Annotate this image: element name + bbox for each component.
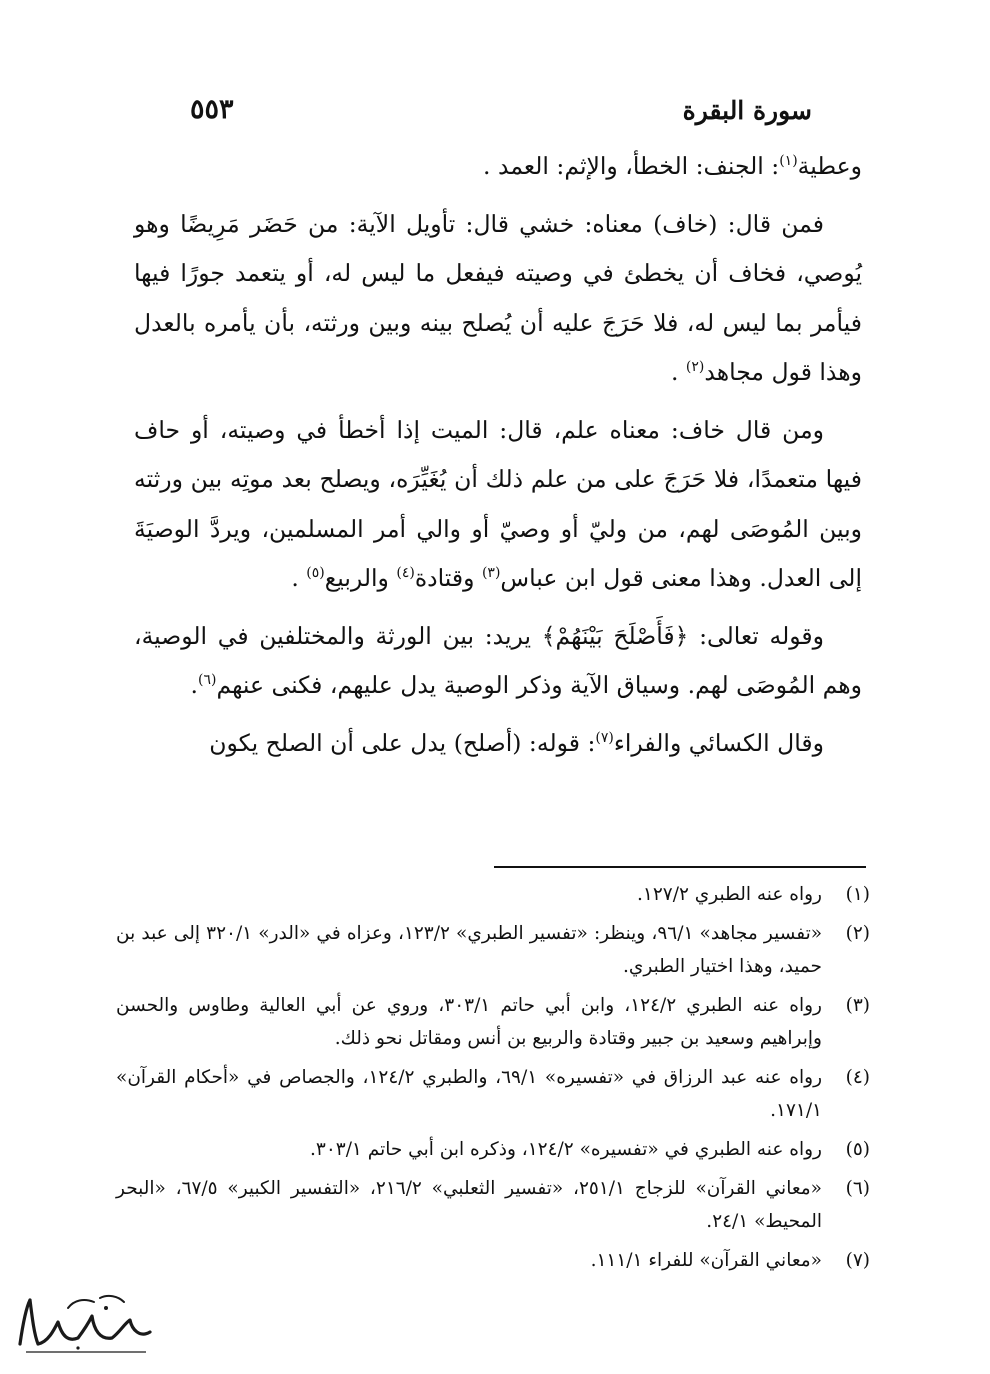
paragraph-3 [134,406,862,604]
text-run: فمن قال: (خاف) معناه: خشي قال: تأويل الآية: من حَضَر مَرِيضًا وهو يُوصي، فخاف أن يخطئ في وصيته فيفعل ما ليس له، أو يتعمد جورًا فيها فيأمر بما ليس له، فلا حَرَجَ عليه أن يُصلح بينه وبين ورثته، بأن يأمره بالعدل وهذا قول مجاهد [134,209,862,386]
footnote [116,1172,870,1238]
text-run: : قوله: (أصلح) يدل على أن الصلح يكون [209,728,596,757]
publisher-logo-icon [8,1286,158,1362]
page-header [190,96,812,136]
footnote-number: (٥) [845,1139,870,1160]
footnote-text: رواه عنه الطبري ١٢٤/٢، وابن أبي حاتم ٣٠٣/١، وروي عن أبي العالية وطاوس والحسن وإبراهيم وسعيد بن جبير وقتادة والربيع بن أنس ومقاتل نحو ذلك. [116,995,822,1049]
text-run: . [291,564,307,592]
footnote-ref-6: (٦) [197,672,217,688]
paragraph-1 [134,142,862,192]
text-run: وقوله تعالى: [688,621,825,650]
footnote-text: رواه عنه عبد الرزاق في «تفسيره» ٦٩/١، والطبري ١٢٤/٢، والجصاص في «أحكام القرآن» ١٧١/١. [116,1067,822,1121]
surah-title: سورة البقرة [682,96,812,125]
footnote-text: رواه عنه الطبري في «تفسيره» ١٢٤/٢، وذكره ابن أبي حاتم ٣٠٣/١. [310,1139,822,1160]
footnote [116,1133,870,1166]
footnote [116,917,870,983]
footnote [116,989,870,1055]
footnote-ref-4: (٤) [396,565,415,581]
footnote-ref-7: (٧) [595,729,614,746]
footnote [116,1061,870,1127]
text-run: وقتادة [414,564,482,592]
text-run: يريد: بين الورثة والمختلفين في الوصية، وهم المُوصَى لهم. وسياق الآية وذكر الوصية يدل عليهم، فكنى عنهم [134,621,862,699]
footnote [116,1244,870,1277]
quran-quote: ﴿فَأَصْلَحَ بَيْنَهُمْ﴾ [541,621,689,650]
footnote-ref-3: (٣) [481,565,501,581]
footnotes [116,878,870,1283]
text-run: والربيع [324,564,397,592]
page-number: ٥٥٣ [190,94,234,125]
footnote-text: «تفسير مجاهد» ٩٦/١، وينظر: «تفسير الطبري» ١٢٣/٢، وعزاه في «الدر» ٣٢٠/١ إلى عبد بن حميد، وهذا اختيار الطبري. [116,923,823,977]
text-run: وقال الكسائي والفراء [613,728,824,757]
footnote-text: «معاني القرآن» للفراء ١١١/١. [590,1250,822,1271]
text-run: . [190,671,198,699]
footnote-ref-5: (٥) [306,565,325,581]
text-run: ومن قال خاف: معناه علم، قال: الميت إذا أخطأ في وصيته، أو حاف فيها متعمدًا، فلا حَرَجَ على من علم ذلك أن يُغَيِّرَه، ويصلح بعد موتِه بين ورثته وبين المُوصَى لهم، من وليّ أو وصيّ أو والي أمر المسلمين، ويردَّ الوصيَةَ إلى العدل. وهذا معنى قول ابن عباس [134,415,862,592]
footnote-ref-2: (٢) [685,359,705,375]
paragraph-4 [134,612,862,711]
footnote-number: (٧) [845,1250,870,1271]
footnote-ref-1: (١) [779,153,798,169]
paragraph-2 [134,200,862,398]
footnote-number: (١) [845,884,870,905]
footnote-divider [494,866,866,868]
text-run: . [670,358,686,386]
footnote-text: رواه عنه الطبري ١٢٧/٢. [637,884,822,905]
footnote-number: (٣) [845,995,870,1016]
main-text [134,142,862,776]
footnote-number: (٤) [845,1067,870,1088]
footnote-number: (٢) [845,923,870,944]
footnote-text: «معاني القرآن» للزجاج ٢٥١/١، «تفسير الثعلبي» ٢١٦/٢، «التفسير الكبير» ٦٧/٥، «البحر المحيط» ٢٤/١. [116,1178,822,1232]
text-run: وعطية [797,152,862,180]
footnote [116,878,870,911]
footnote-number: (٦) [845,1178,870,1199]
paragraph-5 [134,719,862,769]
text-run: : الجنف: الخطأ، والإثم: العمد . [483,152,780,180]
